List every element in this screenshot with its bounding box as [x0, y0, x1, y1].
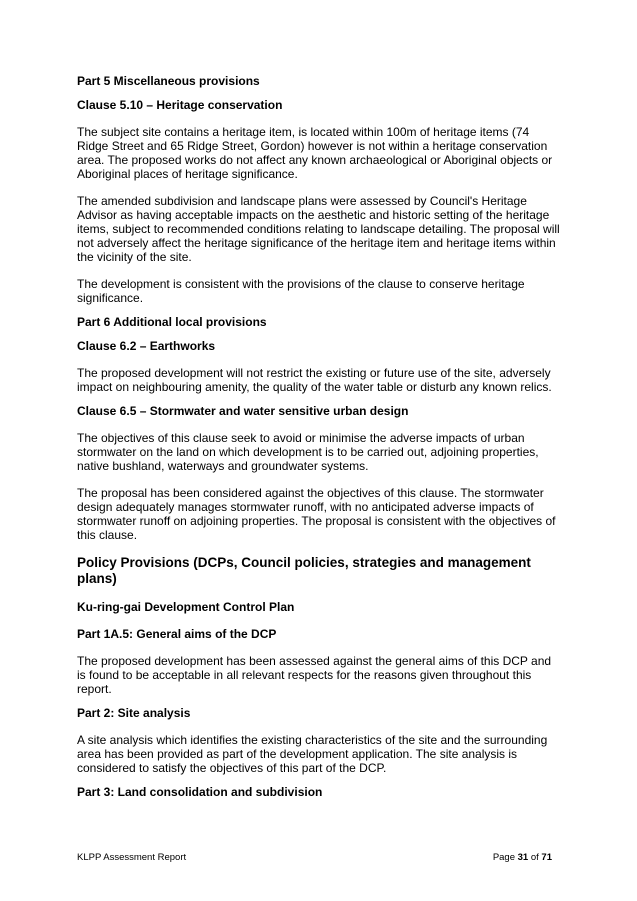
part6-heading: Part 6 Additional local provisions	[77, 315, 267, 329]
page-of: of	[528, 852, 542, 863]
clause-6-2-paragraph-1: The proposed development will not restrict the existing or future use of the site, adversely impact on neighbouring amenity, the quality of the water table or disturb any known relics.	[77, 366, 552, 394]
part-1a5-heading: Part 1A.5: General aims of the DCP	[77, 627, 277, 641]
clause-6-2-heading: Clause 6.2 – Earthworks	[77, 339, 216, 353]
part-2-heading: Part 2: Site analysis	[77, 706, 191, 720]
report-name: KLPP Assessment Report	[77, 852, 187, 863]
page-number	[493, 852, 552, 863]
clause-5-10-paragraph-3: The development is consistent with the provisions of the clause to conserve heritage significance.	[77, 277, 525, 305]
part-2-paragraph-1: A site analysis which identifies the existing characteristics of the site and the surrounding area has been provided as part of the development application. The site analysis is considered to satisfy the objectives of this part of the DCP.	[77, 733, 548, 775]
clause-6-5-heading: Clause 6.5 – Stormwater and water sensitive urban design	[77, 404, 409, 418]
page-content	[77, 74, 562, 799]
page-current: 31	[517, 852, 529, 863]
policy-provisions-heading: Policy Provisions (DCPs, Council policies, strategies and management plans)	[77, 555, 531, 586]
part5-heading: Part 5 Miscellaneous provisions	[77, 74, 260, 88]
clause-5-10-heading: Clause 5.10 – Heritage conservation	[77, 98, 283, 112]
page-prefix: Page	[492, 852, 518, 863]
clause-6-5-paragraph-2: The proposal has been considered against the objectives of this clause. The stormwater design adequately manages stormwater runoff, with no anticipated adverse impacts of stormwater runoff on adjoining properties. The proposal is consistent with the objectives of this clause.	[77, 486, 556, 542]
part-3-heading: Part 3: Land consolidation and subdivision	[77, 785, 323, 799]
part-1a5-paragraph-1: The proposed development has been assessed against the general aims of this DCP and is found to be acceptable in all relevant respects for the reasons given throughout this report.	[77, 654, 552, 696]
page-total: 71	[541, 852, 552, 863]
clause-5-10-paragraph-1: The subject site contains a heritage item, is located within 100m of heritage items (74 Ridge Street and 65 Ridge Street, Gordon) however is not within a heritage conservation area. The proposed works do not affect any known archaeological or Aboriginal objects or Aboriginal places of heritage significance.	[77, 125, 553, 181]
clause-6-5-paragraph-1: The objectives of this clause seek to avoid or minimise the adverse impacts of urban stormwater on the land on which development is to be carried out, adjoining properties, native bushland, waterways and groundwater systems.	[77, 431, 539, 473]
clause-5-10-paragraph-2: The amended subdivision and landscape plans were assessed by Council's Heritage Advisor as having acceptable impacts on the aesthetic and historic setting of the heritage items, subject to recommended conditions relating to landscape detailing. The proposal will not adversely affect the heritage significance of the heritage item and heritage items within the vicinity of the site.	[77, 194, 560, 264]
dcp-heading: Ku-ring-gai Development Control Plan	[77, 600, 295, 614]
